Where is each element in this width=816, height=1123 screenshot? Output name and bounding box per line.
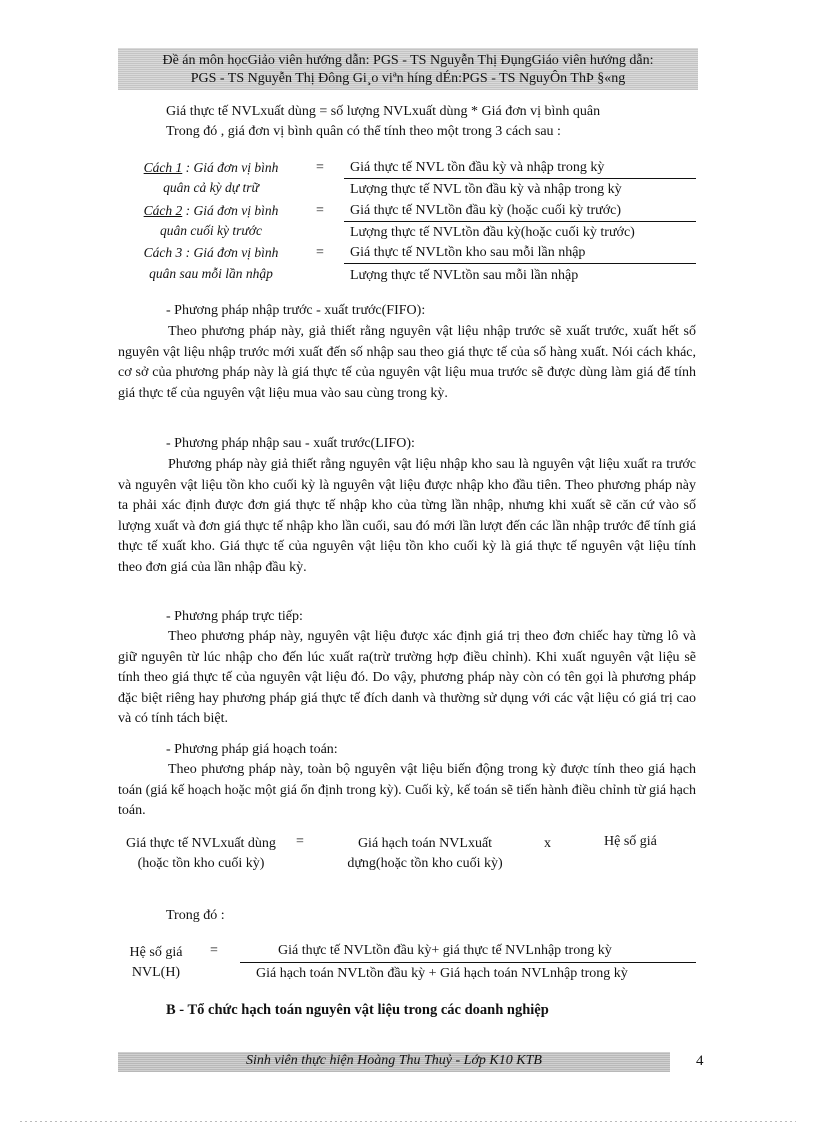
- method-1-equals: =: [316, 160, 324, 175]
- formula3-denominator: Giá hạch toán NVLtồn đầu kỳ + Giá hạch toán NVLnhập trong kỳ: [256, 966, 628, 981]
- direct-heading: - Phương pháp trực tiếp:: [166, 609, 303, 624]
- formula2-times: x: [544, 836, 551, 851]
- method-2-equals: =: [316, 203, 324, 218]
- formula2-middle: Giá hạch toán NVLxuất dựng(hoặc tồn kho cuối kỳ): [347, 836, 503, 871]
- header-line-2: PGS - TS Nguyễn Thị Đông Gi¸o viªn híng dÉn:PGS - TS NguyÔn ThÞ §«ng: [190, 71, 626, 86]
- page-bottom-rule: [20, 1121, 796, 1122]
- method-2-fraction-line: [344, 221, 696, 222]
- formula3-numerator: Giá thực tế NVLtồn đầu kỳ+ giá thực tế NVLnhập trong kỳ: [278, 943, 612, 958]
- method-3-numerator: Giá thực tế NVLtồn kho sau mỗi lần nhập: [350, 245, 586, 260]
- method-1-label-line2: quân cả kỳ dự trữ: [163, 180, 259, 195]
- method-3-fraction-line: [344, 263, 696, 264]
- where-label: Trong đó :: [166, 908, 225, 923]
- formula2-right: Hệ số giá: [604, 834, 657, 849]
- planned-paragraph: Theo phương pháp này, toàn bộ nguyên vật liệu biến động trong kỳ được tính theo giá hạch toán (giá kế hoạch hoặc một giá ổn định trong kỳ). Cuối kỳ, kế toán sẽ tiến hành điều chỉnh từ giá hạch toán.: [118, 762, 696, 818]
- method-2-label: Cách 2 : Giá đơn vị bình: [143, 203, 279, 218]
- direct-paragraph: Theo phương pháp này, nguyên vật liệu được xác định giá trị theo đơn chiếc hay từng lô và giữ nguyên từ lúc nhập cho đến lúc xuất ra(trừ trường hợp điều chỉnh). Khi xuất nguyên vật liệu sẽ tính theo giá thực tế của nguyên vật liệu đó. Do vậy, phương pháp này còn có tên gọi là phương pháp đặc biệt riêng hay phương pháp giá thực tế đích danh và thường sử dụng với các vật liệu có giá trị cao và có tính tách biệt.: [118, 629, 696, 726]
- formula2-left: Giá thực tế NVLxuất dùng (hoặc tồn kho cuối kỳ): [126, 836, 276, 871]
- method-3-label: Cách 3 : Giá đơn vị bình: [143, 245, 279, 260]
- formula2-equals: =: [296, 834, 304, 849]
- footer-text: Sinh viên thực hiện Hoàng Thu Thuỷ - Lớp K10 KTB: [246, 1053, 542, 1068]
- header-line-1: Đề án môn họcGiảo viên hướng dẫn: PGS - TS Nguyễn Thị ĐụngGiáo viên hướng dẫn:: [162, 53, 654, 68]
- page-number: 4: [696, 1053, 704, 1069]
- method-2-denominator: Lượng thực tế NVLtồn đầu kỳ(hoặc cuối kỳ trước): [350, 225, 635, 240]
- method-1-denominator: Lượng thực tế NVL tồn đầu kỳ và nhập trong kỳ: [350, 182, 622, 197]
- fifo-heading: - Phương pháp nhập trước - xuất trước(FIFO):: [166, 303, 426, 318]
- method-3-denominator: Lượng thực tế NVLtồn sau mỗi lần nhập: [350, 268, 579, 283]
- method-1-numerator: Giá thực tế NVL tồn đầu kỳ và nhập trong kỳ: [350, 160, 605, 175]
- lifo-heading: - Phương pháp nhập sau - xuất trước(LIFO):: [166, 436, 415, 451]
- method-3-label-line2: quân sau mỗi lần nhập: [149, 266, 273, 281]
- method-2-numerator: Giá thực tế NVLtồn đầu kỳ (hoặc cuối kỳ trước): [350, 203, 621, 218]
- section-b-heading: B - Tổ chức hạch toán nguyên vật liệu trong các doanh nghiệp: [166, 1002, 549, 1018]
- formula3-fraction-line: [240, 962, 696, 963]
- intro-line-2: Trong đó , giá đơn vị bình quân có thể tính theo một trong 3 cách sau :: [166, 124, 561, 139]
- method-3-equals: =: [316, 245, 324, 260]
- method-2-label-line2: quân cuối kỳ trước: [160, 223, 262, 238]
- method-1-fraction-line: [344, 178, 696, 179]
- planned-heading: - Phương pháp giá hoạch toán:: [166, 742, 338, 757]
- fifo-paragraph: Theo phương pháp này, giả thiết rằng nguyên vật liệu nhập trước sẽ xuất trước, xuất hết số nguyên vật liệu nhập trước mới xuất đến số nhập sau theo giá thực tế của số hàng xuất. Nói cách khác, cơ sở của phương pháp này là giá thực tế của nguyên vật liệu mua trước sẽ được dùng làm giá để tính giá thực tế của nguyên vật liệu mua vào sau cùng trong kỳ.: [118, 324, 696, 401]
- method-1-label: Cách 1 : Giá đơn vị bình: [143, 160, 279, 175]
- formula3-equals: =: [210, 943, 218, 958]
- formula3-left: Hệ số giá NVL(H): [129, 945, 183, 980]
- lifo-paragraph: Phương pháp này giả thiết rằng nguyên vật liệu nhập kho sau là nguyên vật liệu xuất ra trước và nguyên vật liệu tồn kho cuối kỳ là nguyên vật liệu được nhập kho đầu tiên. Theo phương pháp này ta phải xác định được đơn giá thực tế nhập kho của từng lần nhập, nhưng khi xuất sẽ căn cứ vào số lượng xuất và đơn giá thực tế nhập kho lần cuối, sau đó mới lần lượt đến các lần nhập trước để tính giá thực tế xuất kho. Giá thực tế của nguyên vật liệu tồn kho cuối kỳ là giá thực tế nguyên vật liệu tính theo đơn giá của lần nhập đầu kỳ.: [118, 457, 696, 575]
- intro-line-1: Giá thực tế NVLxuất dùng = số lượng NVLxuất dùng * Giá đơn vị bình quân: [166, 104, 601, 119]
